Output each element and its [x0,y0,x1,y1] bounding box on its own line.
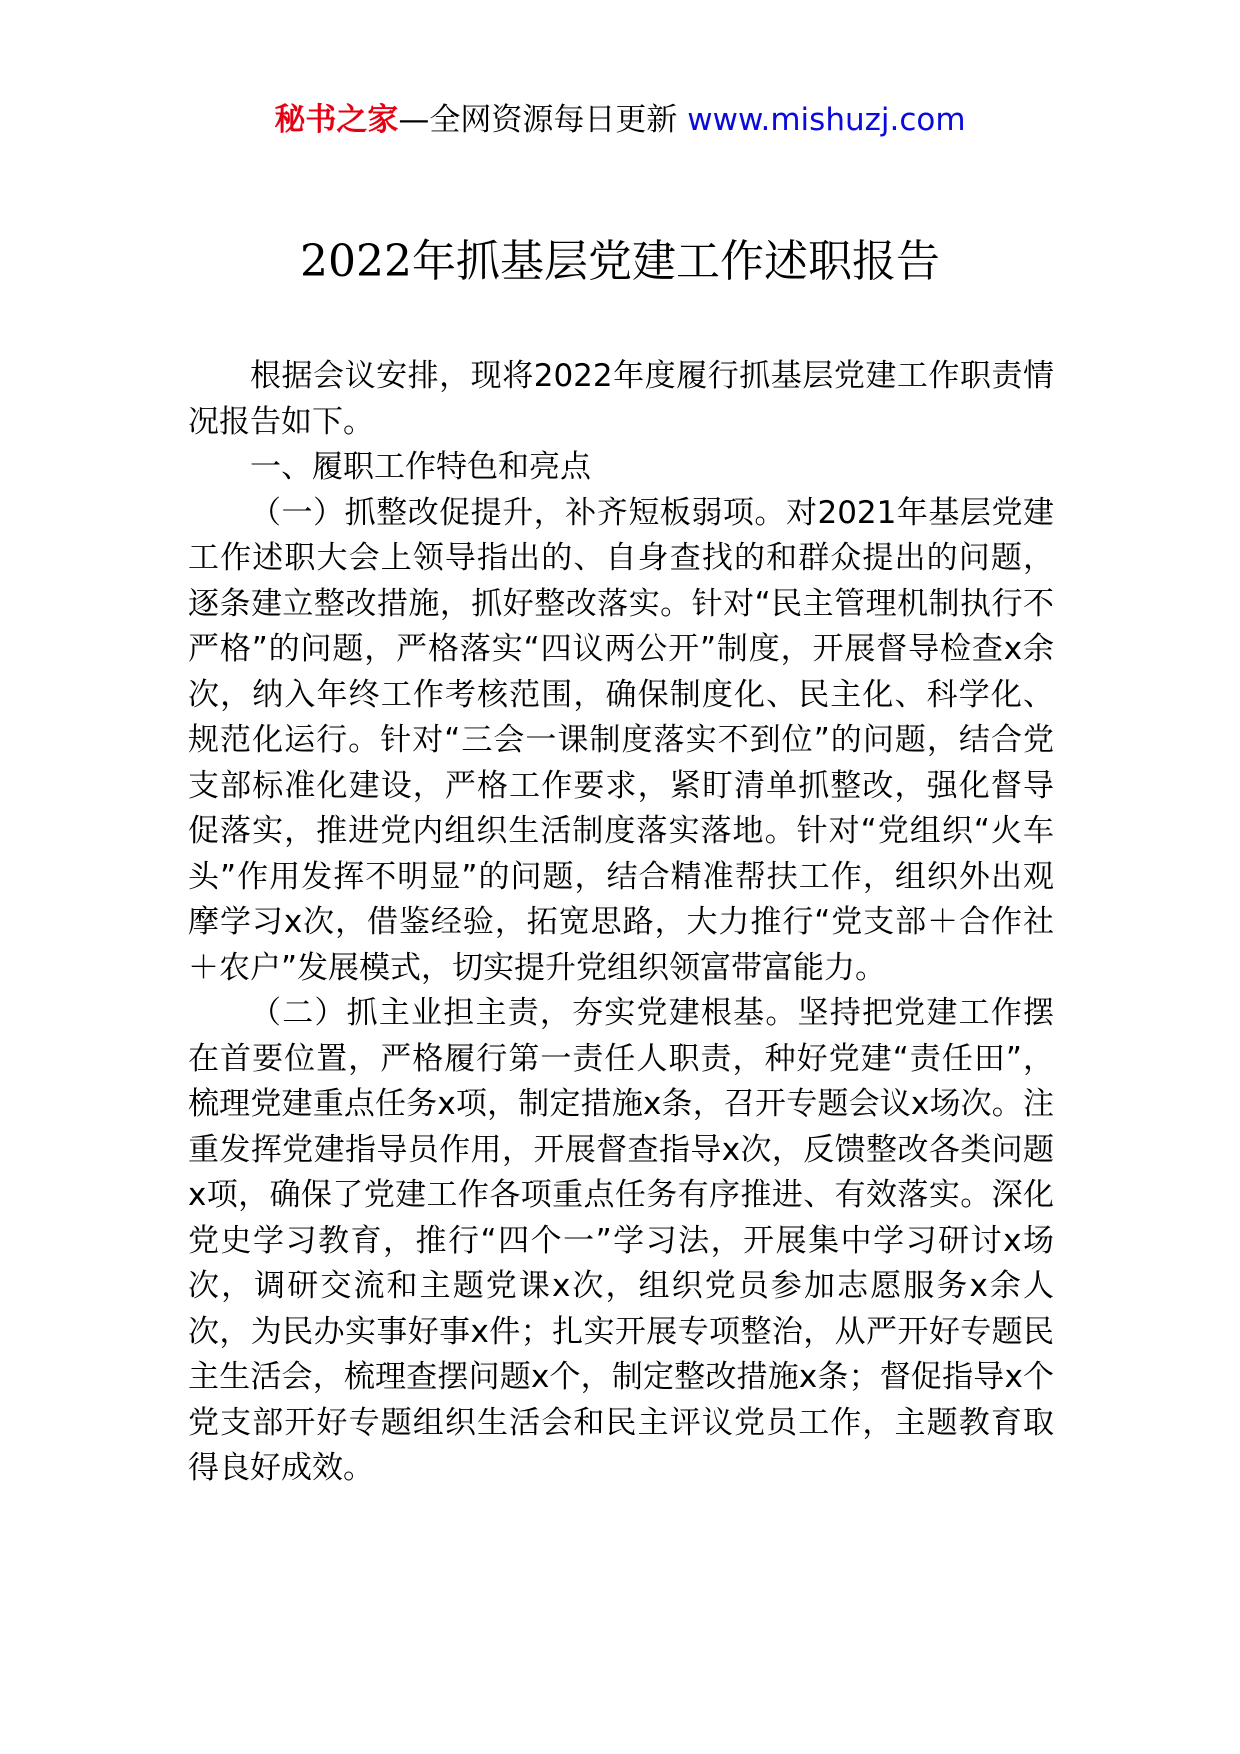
document-title: 2022年抓基层党建工作述职报告 [300,236,940,287]
site-header-banner [0,100,1240,140]
header-tagline: —全网资源每日更新 [398,102,678,138]
body-paragraph: （一）抓整改促提升，补齐短板弱项。对2021年基层党建工作述职大会上领导指出的、自身查找的和群众提出的问题，逐条建立整改措施，抓好整改落实。针对“民主管理机制执行不严格”的问题，严格落实“四议两公开”制度，开展督导检查x余次，纳入年终工作考核范围，确保制度化、民主化、科学化、规范化运行。针对“三会一课制度落实不到位”的问题，结合党支部标准化建设，严格工作要求，紧盯清单抓整改，强化督导促落实，推进党内组织生活制度落实落地。针对“党组织“火车头”作用发挥不明显”的问题，结合精准帮扶工作，组织外出观摩学习x次，借鉴经验，拓宽思路，大力推行“党支部＋合作社＋农户”发展模式，切实提升党组织领富带富能力。 [188,494,1054,986]
brand-name: 秘书之家 [274,102,399,138]
site-url-link[interactable]: www.mishuzj.com [687,102,966,138]
body-paragraph: （二）抓主业担主责，夯实党建根基。坚持把党建工作摆在首要位置，严格履行第一责任人职责，种好党建“责任田”，梳理党建重点任务x项，制定措施x条，召开专题会议x场次。注重发挥党建指导员作用，开展督查指导x次，反馈整改各类问题x项，确保了党建工作各项重点任务有序推进、有效落实。深化党史学习教育，推行“四个一”学习法，开展集中学习研讨x场次，调研交流和主题党课x次，组织党员参加志愿服务x余人次，为民办实事好事x件；扎实开展专项整治，从严开好专题民主生活会，梳理查摆问题x个，制定整改措施x条；督促指导x个党支部开好专题组织生活会和民主评议党员工作，主题教育取得良好成效。 [188,995,1054,1486]
section-heading: 一、履职工作特色和亮点 [250,449,591,485]
intro-paragraph: 根据会议安排，现将2022年度履行抓基层党建工作职责情况报告如下。 [188,358,1054,440]
document-body [188,354,1054,1492]
